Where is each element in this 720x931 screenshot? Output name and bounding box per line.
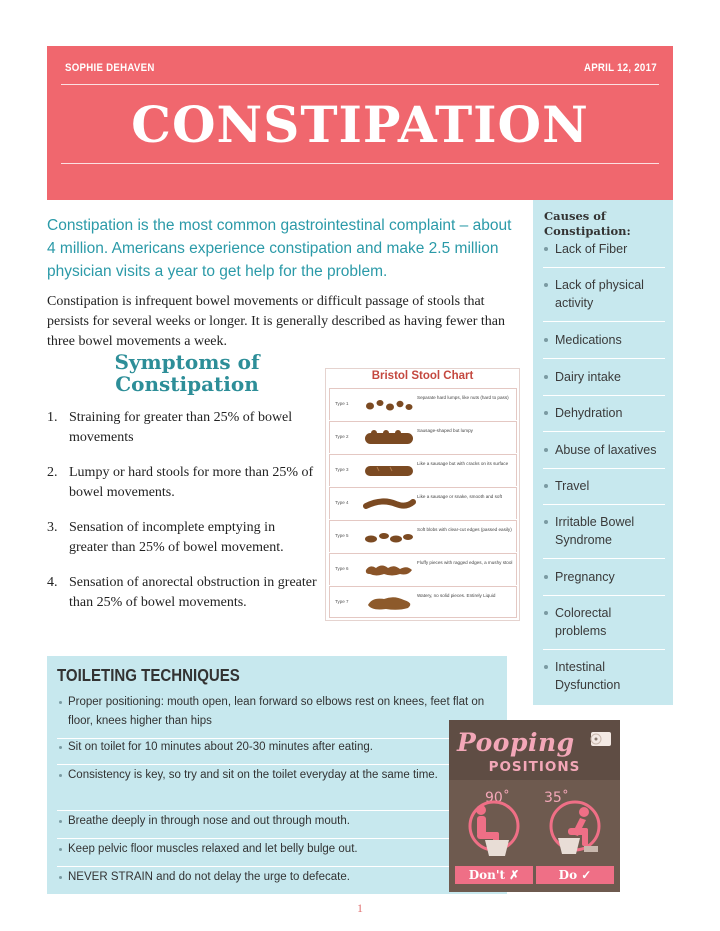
cause-text: Lack of Fiber — [555, 242, 628, 256]
bristol-stool-chart — [325, 368, 520, 621]
technique-text: Proper positioning: mouth open, lean forward so elbows rest on knees, feet flat on floor, knees higher than hips — [68, 696, 485, 727]
chart-row — [329, 487, 517, 519]
chart-row — [329, 520, 517, 552]
chart-row — [329, 421, 517, 453]
author-name: SOPHIE DEHAVEN — [65, 62, 155, 74]
bullet-icon — [544, 375, 548, 379]
dont-label: Don't ✗ — [455, 866, 533, 884]
toileting-techniques-box — [47, 656, 507, 894]
technique-item — [57, 840, 497, 867]
chart-type-description: Watery, no solid pieces. Entirely Liquid — [417, 593, 496, 598]
symptom-number: 4. — [47, 575, 58, 590]
chart-grid — [329, 388, 517, 618]
chart-type-label: Type 6 — [335, 566, 349, 571]
symptom-number: 3. — [47, 520, 58, 535]
cause-text: Dairy intake — [555, 370, 621, 384]
cause-item — [543, 568, 665, 596]
chart-type-description: Like a sausage but with cracks on its surface — [417, 461, 509, 466]
chart-type-description: Soft blobs with clear-cut edges (passed easily) — [417, 527, 512, 532]
cause-text: Abuse of laxatives — [555, 443, 657, 457]
chart-row — [329, 586, 517, 618]
symptom-number: 1. — [47, 410, 58, 425]
symptom-item — [47, 573, 317, 613]
cause-item — [543, 404, 665, 432]
cause-item — [543, 441, 665, 469]
symptom-text: Lumpy or hard stools for more than 25% of bowel movements. — [69, 465, 314, 500]
chart-type-description: Sausage-shaped but lumpy — [417, 428, 473, 433]
header-bottom-rule — [61, 163, 659, 164]
correct-position-panel — [536, 782, 614, 884]
technique-text: Sit on toilet for 10 minutes about 20-30 minutes after eating. — [68, 741, 373, 753]
chart-type-description: Like a sausage or snake, smooth and soft — [417, 494, 503, 499]
toilet-paper-icon — [588, 726, 614, 752]
bullet-icon — [59, 701, 62, 704]
symptoms-heading: Symptoms of Constipation — [114, 350, 260, 396]
bullet-icon — [544, 484, 548, 488]
symptom-text: Straining for greater than 25% of bowel movements — [69, 410, 293, 445]
cause-text: Dehydration — [555, 406, 623, 420]
chart-row — [329, 454, 517, 486]
technique-text: Consistency is key, so try and sit on the toilet everyday at the same time. — [68, 769, 438, 781]
technique-text: NEVER STRAIN and do not delay the urge to defecate. — [68, 871, 350, 883]
bullet-icon — [544, 247, 548, 251]
squatting-person-icon — [542, 788, 608, 864]
technique-item — [57, 868, 497, 892]
technique-item — [57, 693, 497, 739]
bullet-icon — [544, 338, 548, 342]
cause-text: Irritable Bowel Syndrome — [555, 515, 635, 547]
angle-label: 90˚ — [485, 790, 510, 806]
angle-label: 35˚ — [544, 790, 569, 806]
bullet-icon — [544, 575, 548, 579]
bullet-icon — [544, 665, 548, 669]
stool-type-3-icon — [362, 461, 416, 481]
header-top-rule — [61, 84, 659, 85]
cause-item — [543, 658, 665, 704]
cause-text: Pregnancy — [555, 570, 615, 584]
stool-type-5-icon — [362, 527, 416, 547]
techniques-heading: TOILETING TECHNIQUES — [57, 665, 240, 685]
cause-item — [543, 276, 665, 322]
bullet-icon — [544, 611, 548, 615]
cause-text: Travel — [555, 479, 590, 493]
chart-type-label: Type 2 — [335, 434, 349, 439]
stool-type-6-icon — [362, 560, 416, 580]
poster-subtitle: POSITIONS — [488, 759, 581, 775]
symptom-number: 2. — [47, 465, 58, 480]
chart-type-description: Separate hard lumps, like nuts (hard to pass) — [417, 395, 509, 400]
causes-heading: Causes of Constipation: — [544, 209, 631, 238]
poster-header — [449, 720, 620, 780]
bullet-icon — [59, 876, 62, 879]
technique-item — [57, 766, 497, 811]
technique-text: Keep pelvic floor muscles relaxed and let belly bulge out. — [68, 843, 358, 855]
lead-paragraph: Constipation is the most common gastrointestinal complaint – about 4 million. Americans experience constipation and make 2.5 million physician visits a year to get help for the problem. — [47, 217, 512, 280]
symptom-item — [47, 463, 317, 503]
pooping-positions-poster — [449, 720, 620, 892]
chart-type-label: Type 4 — [335, 500, 349, 505]
bullet-icon — [544, 411, 548, 415]
bullet-icon — [59, 848, 62, 851]
header-banner — [47, 46, 673, 200]
cause-item — [543, 368, 665, 396]
bullet-icon — [544, 520, 548, 524]
symptom-item — [47, 518, 317, 558]
cause-text: Intestinal Dysfunction — [555, 660, 621, 692]
cause-item — [543, 513, 665, 559]
technique-item — [57, 738, 497, 765]
chart-type-label: Type 7 — [335, 599, 349, 604]
causes-sidebar — [533, 200, 673, 705]
do-label: Do ✓ — [536, 866, 614, 884]
stool-type-4-icon — [362, 494, 416, 514]
page-title: CONSTIPATION — [131, 95, 589, 154]
stool-type-1-icon — [362, 395, 416, 415]
cause-item — [543, 240, 665, 268]
chart-type-label: Type 3 — [335, 467, 349, 472]
cause-text: Colorectal problems — [555, 606, 612, 638]
cause-text: Lack of physical activity — [555, 278, 644, 310]
stool-type-2-icon — [362, 428, 416, 448]
cause-item — [543, 477, 665, 505]
chart-type-description: Fluffy pieces with ragged edges, a mushy stool — [417, 560, 513, 565]
chart-type-label: Type 1 — [335, 401, 349, 406]
chart-title: Bristol Stool Chart — [371, 370, 474, 382]
wrong-position-panel — [455, 782, 533, 884]
page-number: 1 — [357, 901, 363, 915]
bullet-icon — [59, 746, 62, 749]
publish-date: APRIL 12, 2017 — [584, 62, 657, 74]
symptom-text: Sensation of incomplete emptying in greater than 25% of bowel movement. — [69, 520, 284, 555]
symptom-text: Sensation of anorectal obstruction in greater than 25% of bowel movements. — [69, 575, 317, 610]
poster-title: Pooping — [457, 728, 575, 757]
cause-text: Medications — [555, 333, 622, 347]
sitting-person-icon — [461, 788, 527, 864]
definition-paragraph: Constipation is infrequent bowel movements or difficult passage of stools that persists for several weeks or longer. It is generally described as having fewer than three bowel movements a week. — [47, 294, 505, 349]
cause-item — [543, 604, 665, 650]
bullet-icon — [59, 774, 62, 777]
symptom-item — [47, 408, 317, 448]
stool-type-7-icon — [362, 593, 416, 613]
bullet-icon — [544, 448, 548, 452]
chart-type-label: Type 5 — [335, 533, 349, 538]
chart-row — [329, 388, 517, 420]
bullet-icon — [544, 283, 548, 287]
technique-item — [57, 812, 497, 839]
chart-row — [329, 553, 517, 585]
technique-text: Breathe deeply in through nose and out through mouth. — [68, 815, 350, 827]
cause-item — [543, 331, 665, 359]
bullet-icon — [59, 820, 62, 823]
